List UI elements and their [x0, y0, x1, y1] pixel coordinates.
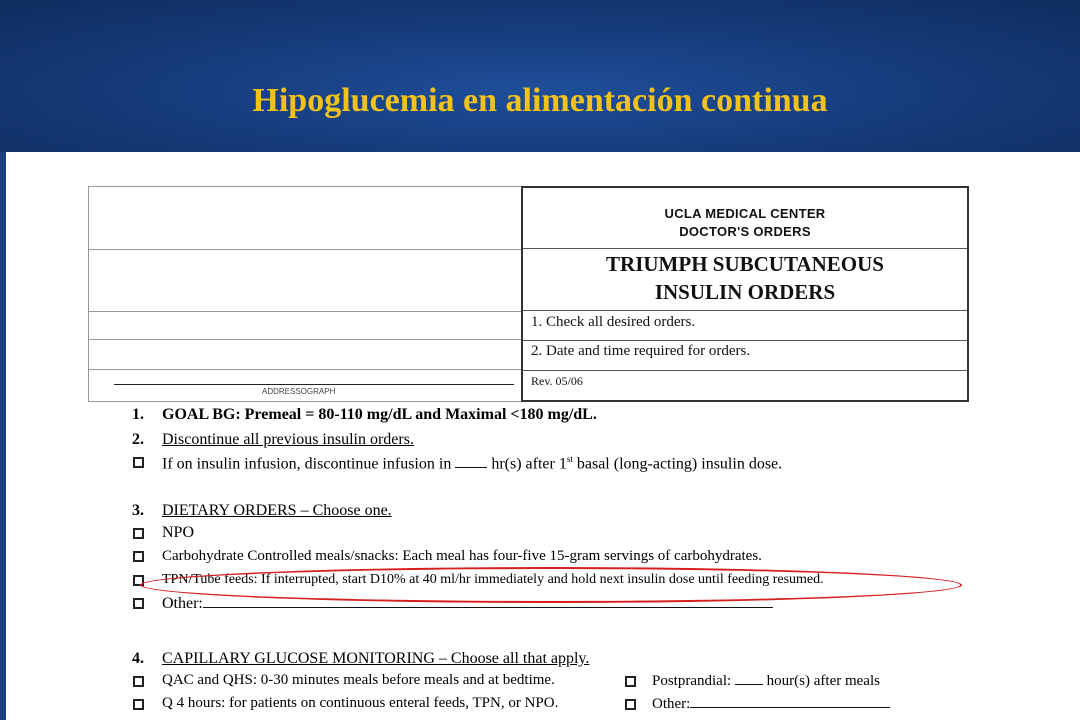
q4-hours-checkbox[interactable]: [133, 699, 144, 710]
item-number-4: 4.: [132, 650, 144, 667]
order-title-box: [521, 186, 969, 402]
discontinue-orders-text: Discontinue all previous insulin orders.: [162, 431, 414, 448]
postprandial-text: Postprandial: hour(s) after meals: [652, 673, 880, 689]
addressograph-label: ADDRESSOGRAPH: [262, 387, 336, 396]
item-number-3: 3.: [132, 502, 144, 519]
hospital-name: UCLA MEDICAL CENTER: [664, 206, 826, 221]
monitoring-other-blank[interactable]: [690, 695, 890, 708]
dietary-orders-heading: DIETARY ORDERS – Choose one.: [162, 502, 392, 519]
q4-hours-text: Q 4 hours: for patients on continuous enteral feeds, TPN, or NPO.: [162, 695, 559, 711]
form-title-line1: TRIUMPH SUBCUTANEOUS: [606, 252, 884, 276]
instruction-1: 1. Check all desired orders.: [531, 314, 696, 330]
monitoring-other-text: Other:: [652, 695, 890, 713]
doctor-order-form: [88, 186, 978, 720]
npo-checkbox[interactable]: [133, 528, 144, 539]
glucose-monitoring-heading: CAPILLARY GLUCOSE MONITORING – Choose all that apply.: [162, 650, 590, 667]
monitoring-other-checkbox[interactable]: [625, 699, 636, 710]
qac-qhs-checkbox[interactable]: [133, 676, 144, 687]
left-border: [0, 152, 6, 720]
addressograph-line: [114, 384, 514, 385]
slide-title: Hipoglucemia en alimentación continua: [252, 82, 828, 119]
form-title-line2: INSULIN ORDERS: [654, 280, 836, 304]
postprandial-hours-blank[interactable]: [735, 672, 763, 685]
diet-other-text: Other:: [162, 595, 773, 613]
tpn-tube-feeds-text: TPN/Tube feeds: If interrupted, start D10% at 40 ml/hr immediately and hold next insulin dose until feeding resumed.: [162, 572, 824, 587]
diet-other-checkbox[interactable]: [133, 598, 144, 609]
goal-bg-text: GOAL BG: Premeal = 80-110 mg/dL and Maximal <180 mg/dL.: [162, 406, 597, 423]
postprandial-checkbox[interactable]: [625, 676, 636, 687]
form-header-table: [88, 186, 968, 402]
instruction-2: 2. Date and time required for orders.: [531, 343, 751, 359]
npo-text: NPO: [162, 524, 195, 541]
carb-controlled-checkbox[interactable]: [133, 551, 144, 562]
item-number-1: 1.: [132, 406, 144, 423]
patient-info-box: [88, 186, 522, 402]
carb-controlled-text: Carbohydrate Controlled meals/snacks: Each meal has four-five 15-gram servings of carbohydrates.: [162, 548, 762, 564]
infusion-checkbox[interactable]: [133, 457, 144, 468]
infusion-text: If on insulin infusion, discontinue infusion in hr(s) after 1st basal (long-acting) insulin dose.: [162, 454, 783, 473]
form-type: DOCTOR'S ORDERS: [679, 224, 811, 239]
infusion-hours-blank[interactable]: [455, 455, 487, 468]
item-number-2: 2.: [132, 431, 144, 448]
diet-other-blank[interactable]: [203, 595, 773, 608]
slide-header: [0, 0, 1080, 152]
revision-date: Rev. 05/06: [531, 374, 583, 388]
qac-qhs-text: QAC and QHS: 0-30 minutes meals before meals and at bedtime.: [162, 672, 555, 688]
